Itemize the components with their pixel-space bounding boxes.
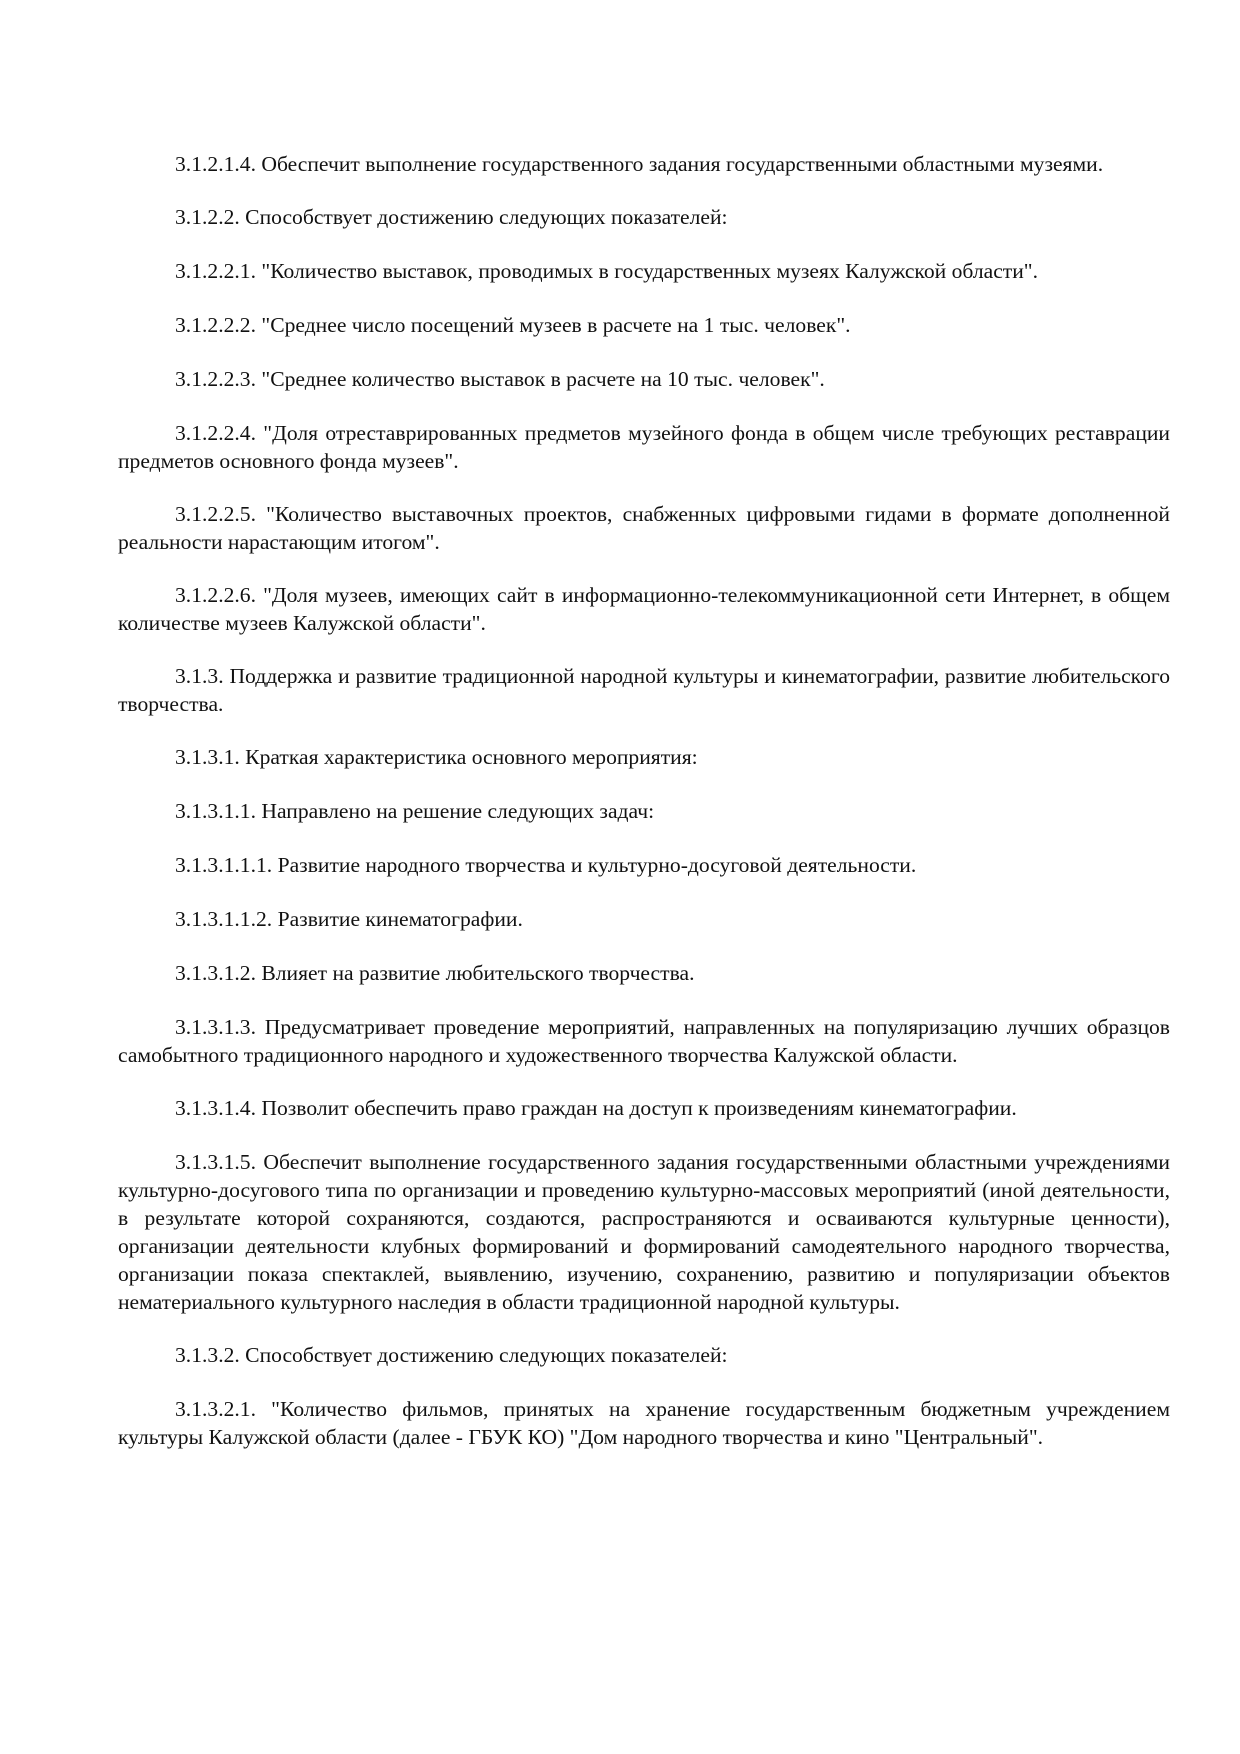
paragraph-3-1-3-1-1-2: 3.1.3.1.1.2. Развитие кинематографии. [175, 907, 523, 931]
paragraph-3-1-2-1-4: 3.1.2.1.4. Обеспечит выполнение государственного задания государственными областными музеями. [175, 152, 1104, 176]
paragraph-3-1-3-2-1: 3.1.3.2.1. "Количество фильмов, принятых на хранение государственным бюджетным учреждением культуры Калужской области (далее - ГБУК КО) "Дом народного творчества и кино "Центральный". [118, 1397, 1170, 1449]
paragraph-3-1-3-1-5: 3.1.3.1.5. Обеспечит выполнение государственного задания государственными областными учреждениями культурно-досугового типа по организации и проведению культурно-массовых мероприятий (иной деятельности, в результате которой сохраняются, создаются, распространяются и осваиваются культурные ценности), организации деятельности клубных формирований и формирований самодеятельного народного творчества, организации показа спектаклей, выявлению, изучению, сохранению, развитию и популяризации объектов нематериального культурного наследия в области традиционной народной культуры. [118, 1150, 1170, 1314]
paragraph-3-1-3-1-4: 3.1.3.1.4. Позволит обеспечить право граждан на доступ к произведениям кинематографии. [175, 1096, 1017, 1120]
paragraph-3-1-3-1: 3.1.3.1. Краткая характеристика основного мероприятия: [175, 745, 698, 769]
paragraph-3-1-2-2-1: 3.1.2.2.1. "Количество выставок, проводимых в государственных музеях Калужской области". [175, 259, 1038, 283]
document-page [118, 150, 1170, 1476]
paragraph-3-1-3-2: 3.1.3.2. Способствует достижению следующих показателей: [175, 1343, 728, 1367]
paragraph-3-1-2-2-6: 3.1.2.2.6. "Доля музеев, имеющих сайт в информационно-телекоммуникационной сети Интернет, в общем количестве музеев Калужской области". [118, 583, 1170, 635]
paragraph-3-1-3: 3.1.3. Поддержка и развитие традиционной народной культуры и кинематографии, развитие любительского творчества. [118, 664, 1170, 716]
paragraph-3-1-2-2-3: 3.1.2.2.3. "Среднее количество выставок в расчете на 10 тыс. человек". [175, 367, 825, 391]
paragraph-3-1-2-2: 3.1.2.2. Способствует достижению следующих показателей: [175, 205, 728, 229]
paragraph-3-1-3-1-1: 3.1.3.1.1. Направлено на решение следующих задач: [175, 799, 655, 823]
paragraph-3-1-2-2-5: 3.1.2.2.5. "Количество выставочных проектов, снабженных цифровыми гидами в формате дополненной реальности нарастающим итогом". [118, 502, 1170, 554]
paragraph-3-1-3-1-2: 3.1.3.1.2. Влияет на развитие любительского творчества. [175, 961, 695, 985]
paragraph-3-1-3-1-1-1: 3.1.3.1.1.1. Развитие народного творчества и культурно-досуговой деятельности. [175, 853, 917, 877]
paragraph-3-1-3-1-3: 3.1.3.1.3. Предусматривает проведение мероприятий, направленных на популяризацию лучших образцов самобытного традиционного народного и художественного творчества Калужской области. [118, 1015, 1170, 1067]
paragraph-3-1-2-2-4: 3.1.2.2.4. "Доля отреставрированных предметов музейного фонда в общем числе требующих реставрации предметов основного фонда музеев". [118, 421, 1170, 473]
paragraph-3-1-2-2-2: 3.1.2.2.2. "Среднее число посещений музеев в расчете на 1 тыс. человек". [175, 313, 851, 337]
